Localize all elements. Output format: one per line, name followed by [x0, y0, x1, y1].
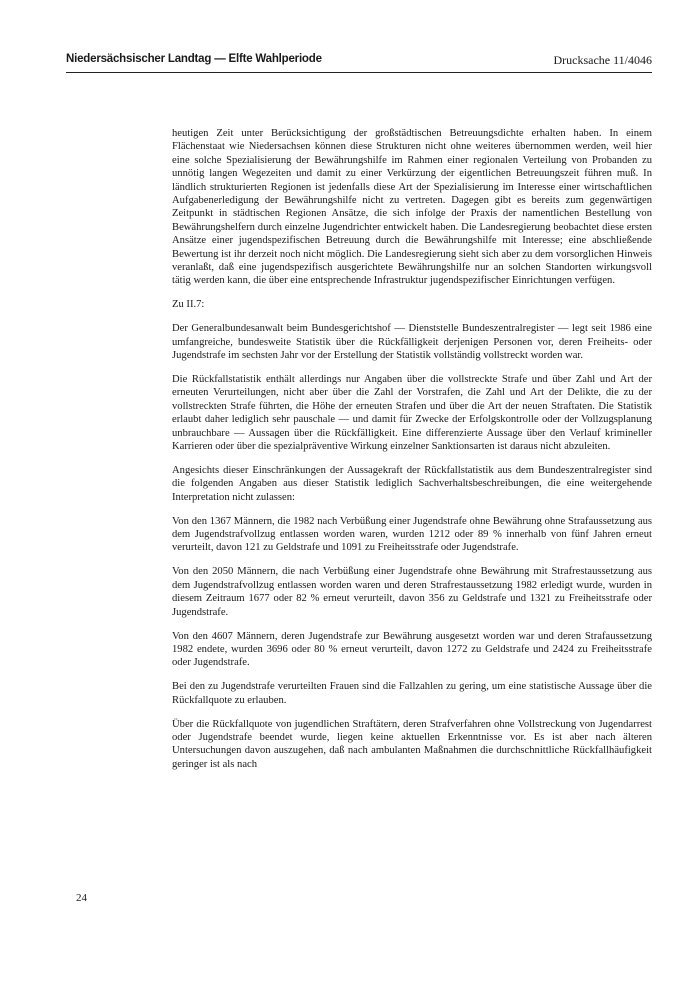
page-header — [66, 48, 652, 73]
paragraph: Der Generalbundesanwalt beim Bundesgerichtshof — Dienststelle Bundeszentralregister — legt seit 1986 eine umfangreiche, bundesweite Statistik über die Rückfälligkeit derjenigen Personen vor, deren Freiheits- oder Jugendstrafe im sechsten Jahr vor der Erstellung der Statistik vollständig vollstreckt worden war. — [172, 323, 652, 362]
paragraph: Die Rückfallstatistik enthält allerdings nur Angaben über die vollstreckte Strafe und über Zahl und Art der erneuten Verurteilungen, nicht aber über die Zahl der Vorstrafen, die Zahl und Art der Delikte, die zu der vollstreckten Strafe führten, die Höhe der erneuten Strafen und über die Art der neuen Straftaten. Die Statistik erlaubt daher lediglich sehr pauschale — und damit für Zwecke der Erfolgskontrolle oder der Vollzugsplanung unbrauchbare — Aussagen über die Rückfälligkeit. Eine differenzierte Aussage über den Verlauf krimineller Karrieren oder über die spezialpräventive Wirkung einzelner Sanktionsarten ist daraus nicht abzuleiten. — [172, 374, 652, 453]
paragraph: Angesichts dieser Einschränkungen der Aussagekraft der Rückfallstatistik aus dem Bundeszentralregister sind die folgenden Angaben aus dieser Statistik lediglich Sachverhaltsbeschreibungen, die eine weitergehende Interpretation nicht zulassen: — [172, 464, 652, 503]
paragraph: Von den 1367 Männern, die 1982 nach Verbüßung einer Jugendstrafe ohne Bewährung ohne Strafaussetzung aus dem Jugendstrafvollzug entlassen worden waren, wurden 1212 oder 89 % innerhalb von fünf Jahren erneut verurteilt, davon 121 zu Geldstrafe und 1091 zu Freiheitsstrafe oder Jugendstrafe. — [172, 515, 652, 554]
paragraph: Über die Rückfallquote von jugendlichen Straftätern, deren Strafverfahren ohne Vollstreckung von Jugendarrest oder Jugendstrafe beendet wurde, liegen keine aktuellen Erkenntnisse vor. Es ist aber nach älteren Untersuchungen davon auszugehen, daß nach ambulanten Maßnahmen die durchschnittliche Rückfallhäufigkeit geringer ist als nach — [172, 718, 652, 770]
body-text — [172, 127, 652, 782]
paragraph: Von den 2050 Männern, die nach Verbüßung einer Jugendstrafe ohne Bewährung mit Strafrestaussetzung aus dem Jugendstrafvollzug entlassen worden waren und deren Strafrestaussetzung 1982 erledigt wurde, wurden in diesem Zeitraum 1677 oder 82 % erneut verurteilt, davon 356 zu Geldstrafe und 1321 zu Freiheitsstrafe oder Jugendstrafe. — [172, 566, 652, 618]
header-title: Niedersächsischer Landtag — Elfte Wahlperiode — [66, 53, 322, 65]
paragraph: Bei den zu Jugendstrafe verurteilten Frauen sind die Fallzahlen zu gering, um eine statistische Aussage über die Rückfallquote zu erlauben. — [172, 681, 652, 706]
section-heading: Zu II.7: — [172, 299, 205, 311]
paragraph: Von den 4607 Männern, deren Jugendstrafe zur Bewährung ausgesetzt worden war und deren Strafaussetzung 1982 endete, wurden 3696 oder 80 % erneut verurteilt, davon 1272 zu Geldstrafe und 2424 zu Freiheitsstrafe oder Jugendstrafe. — [172, 630, 652, 669]
document-reference: Drucksache 11/4046 — [553, 53, 652, 67]
page-number: 24 — [76, 892, 87, 904]
paragraph: heutigen Zeit unter Berücksichtigung der großstädtischen Betreuungsdichte erhalten haben. In einem Flächenstaat wie Niedersachsen können diese Strukturen nicht ohne weiteres übernommen werden, weil hier eine solche Spezialisierung der Bewährungshilfe im Rahmen einer regionalen Verteilung von Probanden zu unnötig langen Wegezeiten und damit zu einer Verkürzung der eigentlichen Betreuungszeit führen muß. In ländlich strukturierten Regionen ist jedenfalls diese Art der Spezialisierung im Interesse einer wirtschaftlichen Aufgabenerledigung der Bewährungshilfe nicht zu vertreten. Dagegen gibt es bereits zum gegenwärtigen Zeitpunkt in städtischen Regionen Ansätze, die sich infolge der Praxis der namentlichen Bestellung von Bewährungshelfern durch einzelne Jugendrichter entwickelt haben. Die Landesregierung beobachtet diese ersten Ansätze einer jugendspezifischen Betreuung durch die Bewährungshilfe mit Interesse; eine abschließende Bewertung ist ihr derzeit noch nicht möglich. Die Landesregierung sieht sich aber zu dem vorsorglichen Hinweis veranlaßt, daß eine jugendspezifisch ausgerichtete Bewährungshilfe nur an solchen Standorten wirkungsvoll tätig werden kann, die über eine entsprechende Infrastruktur jugendspezifischer Einrichtungen verfügen. — [172, 128, 652, 287]
